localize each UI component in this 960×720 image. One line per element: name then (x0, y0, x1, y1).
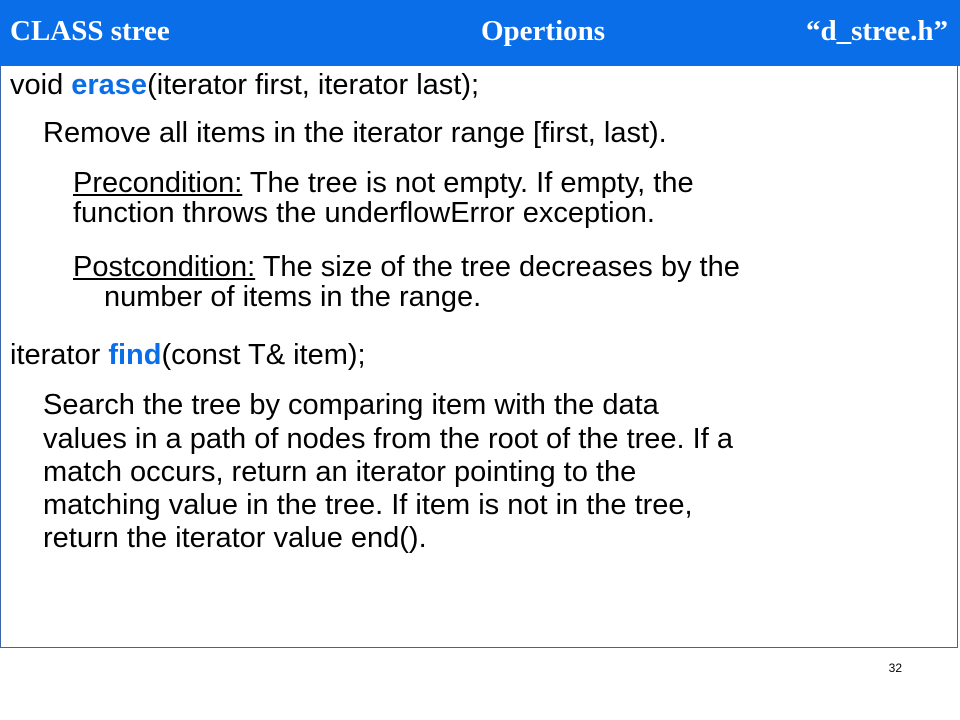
erase-return-type: void (10, 69, 72, 101)
find-signature (10, 340, 366, 370)
erase-postcondition-cont: number of items in the range. (104, 281, 482, 313)
erase-precondition (73, 168, 694, 198)
find-function-name: find (108, 339, 162, 371)
find-description-line: values in a path of nodes from the root of the tree. If a (43, 423, 733, 455)
postcondition-text: The size of the tree decreases by the (255, 251, 740, 283)
page-number: 32 (888, 661, 902, 675)
find-parameters: (const T& item); (161, 339, 366, 371)
erase-function-name: erase (71, 69, 148, 101)
find-description-line: matching value in the tree. If item is not in the tree, (43, 489, 693, 521)
erase-postcondition (73, 252, 740, 282)
header-bar (0, 0, 960, 66)
class-title: CLASS stree (10, 15, 170, 47)
find-description-line: return the iterator value end(). (43, 522, 427, 554)
postcondition-label: Postcondition: (73, 251, 256, 283)
section-title: Opertions (481, 15, 606, 47)
find-description-line: Search the tree by comparing item with the data (43, 389, 659, 421)
precondition-text: The tree is not empty. If empty, the (242, 167, 694, 199)
header-filename: “d_stree.h” (805, 15, 948, 47)
erase-signature (10, 70, 479, 100)
erase-precondition-cont: function throws the underflowError exception. (73, 197, 655, 229)
find-description-line: match occurs, return an iterator pointing to the (43, 456, 637, 488)
erase-parameters: (iterator first, iterator last); (147, 69, 480, 101)
erase-description: Remove all items in the iterator range [first, last). (43, 117, 667, 149)
precondition-label: Precondition: (73, 167, 243, 199)
find-return-type: iterator (10, 339, 109, 371)
